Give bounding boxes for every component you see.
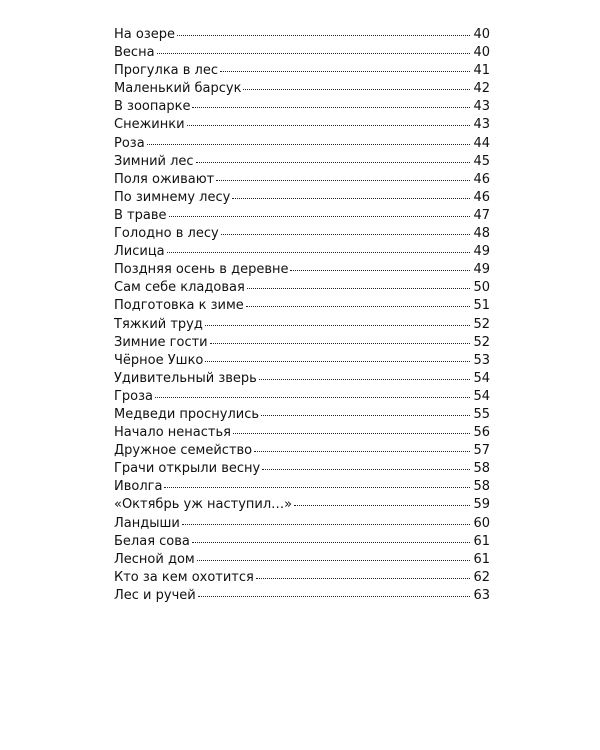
dot-leader — [147, 144, 470, 145]
toc-entry-title: Зимние гости — [114, 334, 208, 350]
toc-entry-page-number: 52 — [473, 334, 490, 350]
toc-entry-page-number: 46 — [473, 189, 490, 205]
dot-leader — [256, 578, 470, 579]
toc-entry-page-number: 42 — [473, 81, 490, 97]
toc-entry-page-number: 60 — [473, 515, 490, 531]
toc-entry-page-number: 52 — [473, 316, 490, 332]
dot-leader — [205, 325, 470, 326]
toc-entry-page-number: 40 — [473, 45, 490, 61]
toc-entry-page-number: 44 — [473, 135, 490, 151]
toc-entry — [114, 80, 490, 98]
dot-leader — [210, 343, 470, 344]
toc-entry-page-number: 49 — [473, 262, 490, 278]
toc-entry — [114, 334, 490, 352]
toc-entry-title: Маленький барсук — [114, 81, 242, 97]
toc-entry-page-number: 47 — [473, 207, 490, 223]
toc-entry — [114, 316, 490, 334]
dot-leader — [192, 542, 470, 543]
toc-entry-title: Медведи проснулись — [114, 406, 260, 422]
dot-leader — [247, 288, 470, 289]
toc-entry-page-number: 59 — [473, 497, 490, 513]
toc-entry-page-number: 48 — [473, 226, 490, 242]
dot-leader — [220, 71, 470, 72]
toc-entry-page-number: 54 — [473, 388, 490, 404]
toc-entry-title: Гроза — [114, 388, 154, 404]
toc-entry-title: Иволга — [114, 479, 163, 495]
toc-entry — [114, 153, 490, 171]
toc-entry — [114, 44, 490, 62]
toc-entry-title: Начало ненастья — [114, 425, 231, 441]
toc-entry-page-number: 40 — [473, 27, 490, 42]
toc-entry-page-number: 50 — [473, 280, 490, 296]
toc-entry-page-number: 45 — [473, 153, 490, 169]
dot-leader — [164, 487, 470, 488]
toc-entry-page-number: 61 — [473, 551, 490, 567]
toc-entry-title: Кто за кем охотится — [114, 569, 254, 585]
toc-entry — [114, 442, 490, 460]
toc-entry-page-number: 63 — [473, 587, 490, 603]
dot-leader — [169, 216, 470, 217]
toc-entry — [114, 388, 490, 406]
toc-entry — [114, 533, 490, 551]
toc-entry — [114, 496, 490, 514]
toc-entry — [114, 569, 490, 587]
toc-entry-title: Поля оживают — [114, 171, 215, 187]
dot-leader — [216, 180, 470, 181]
toc-entry-title: Весна — [114, 45, 155, 61]
toc-entry-title: Дружное семейство — [114, 443, 253, 459]
toc-entry-title: По зимнему лесу — [114, 189, 231, 205]
toc-entry-title: На озере — [114, 27, 175, 42]
toc-entry — [114, 207, 490, 225]
toc-entry-title: В траве — [114, 207, 167, 223]
toc-entry-title: Сам себе кладовая — [114, 280, 245, 296]
toc-entry-title: «Октябрь уж наступил…» — [114, 497, 293, 513]
toc-entry — [114, 515, 490, 533]
table-of-contents — [114, 26, 490, 605]
toc-entry-title: Голодно в лесу — [114, 226, 219, 242]
toc-entry-page-number: 53 — [473, 352, 490, 368]
toc-entry-title: Ландыши — [114, 515, 180, 531]
toc-entry-page-number: 62 — [473, 569, 490, 585]
toc-entry-page-number: 46 — [473, 171, 490, 187]
toc-entry-title: Снежинки — [114, 117, 185, 133]
toc-entry-page-number: 55 — [473, 406, 490, 422]
toc-entry — [114, 189, 490, 207]
dot-leader — [233, 433, 470, 434]
toc-entry-title: Зимний лес — [114, 153, 194, 169]
toc-entry-page-number: 58 — [473, 479, 490, 495]
dot-leader — [290, 270, 470, 271]
dot-leader — [205, 361, 470, 362]
toc-entry — [114, 62, 490, 80]
toc-entry-page-number: 56 — [473, 425, 490, 441]
toc-entry-title: Роза — [114, 135, 145, 151]
dot-leader — [262, 469, 470, 470]
toc-entry — [114, 135, 490, 153]
toc-entry-title: Поздняя осень в деревне — [114, 262, 289, 278]
toc-entry-page-number: 51 — [473, 298, 490, 314]
toc-entry-title: Чёрное Ушко — [114, 352, 204, 368]
toc-entry — [114, 352, 490, 370]
toc-entry-page-number: 57 — [473, 443, 490, 459]
toc-entry-title: Белая сова — [114, 533, 190, 549]
toc-entry — [114, 460, 490, 478]
dot-leader — [167, 252, 470, 253]
toc-entry-page-number: 43 — [473, 117, 490, 133]
dot-leader — [197, 560, 470, 561]
toc-entry-title: Тяжкий труд — [114, 316, 203, 332]
toc-entry — [114, 261, 490, 279]
dot-leader — [155, 397, 470, 398]
toc-entry-title: Подготовка к зиме — [114, 298, 244, 314]
toc-entry-page-number: 49 — [473, 244, 490, 260]
dot-leader — [232, 198, 470, 199]
toc-entry — [114, 116, 490, 134]
dot-leader — [254, 451, 470, 452]
dot-leader — [187, 125, 470, 126]
toc-entry-page-number: 41 — [473, 63, 490, 79]
toc-entry — [114, 478, 490, 496]
toc-entry-page-number: 54 — [473, 370, 490, 386]
toc-entry — [114, 587, 490, 605]
dot-leader — [259, 379, 470, 380]
toc-entry — [114, 551, 490, 569]
toc-entry-title: Грачи открыли весну — [114, 461, 261, 477]
dot-leader — [177, 35, 470, 36]
dot-leader — [243, 89, 470, 90]
dot-leader — [246, 306, 470, 307]
dot-leader — [157, 53, 470, 54]
toc-entry-title: В зоопарке — [114, 99, 191, 115]
dot-leader — [261, 415, 470, 416]
toc-entry-title: Лес и ручей — [114, 587, 196, 603]
toc-entry — [114, 279, 490, 297]
toc-entry-page-number: 43 — [473, 99, 490, 115]
toc-entry — [114, 406, 490, 424]
dot-leader — [196, 162, 470, 163]
dot-leader — [221, 234, 470, 235]
dot-leader — [192, 107, 470, 108]
toc-entry — [114, 370, 490, 388]
toc-entry — [114, 26, 490, 44]
toc-entry — [114, 297, 490, 315]
toc-entry-title: Лесной дом — [114, 551, 195, 567]
dot-leader — [198, 596, 470, 597]
toc-entry — [114, 243, 490, 261]
toc-entry-title: Лисица — [114, 244, 165, 260]
toc-entry — [114, 98, 490, 116]
dot-leader — [294, 505, 470, 506]
toc-entry-page-number: 61 — [473, 533, 490, 549]
toc-entry-page-number: 58 — [473, 461, 490, 477]
toc-entry-title: Прогулка в лес — [114, 63, 219, 79]
toc-entry — [114, 225, 490, 243]
dot-leader — [182, 524, 470, 525]
toc-entry-title: Удивительный зверь — [114, 370, 257, 386]
toc-entry — [114, 424, 490, 442]
toc-entry — [114, 171, 490, 189]
